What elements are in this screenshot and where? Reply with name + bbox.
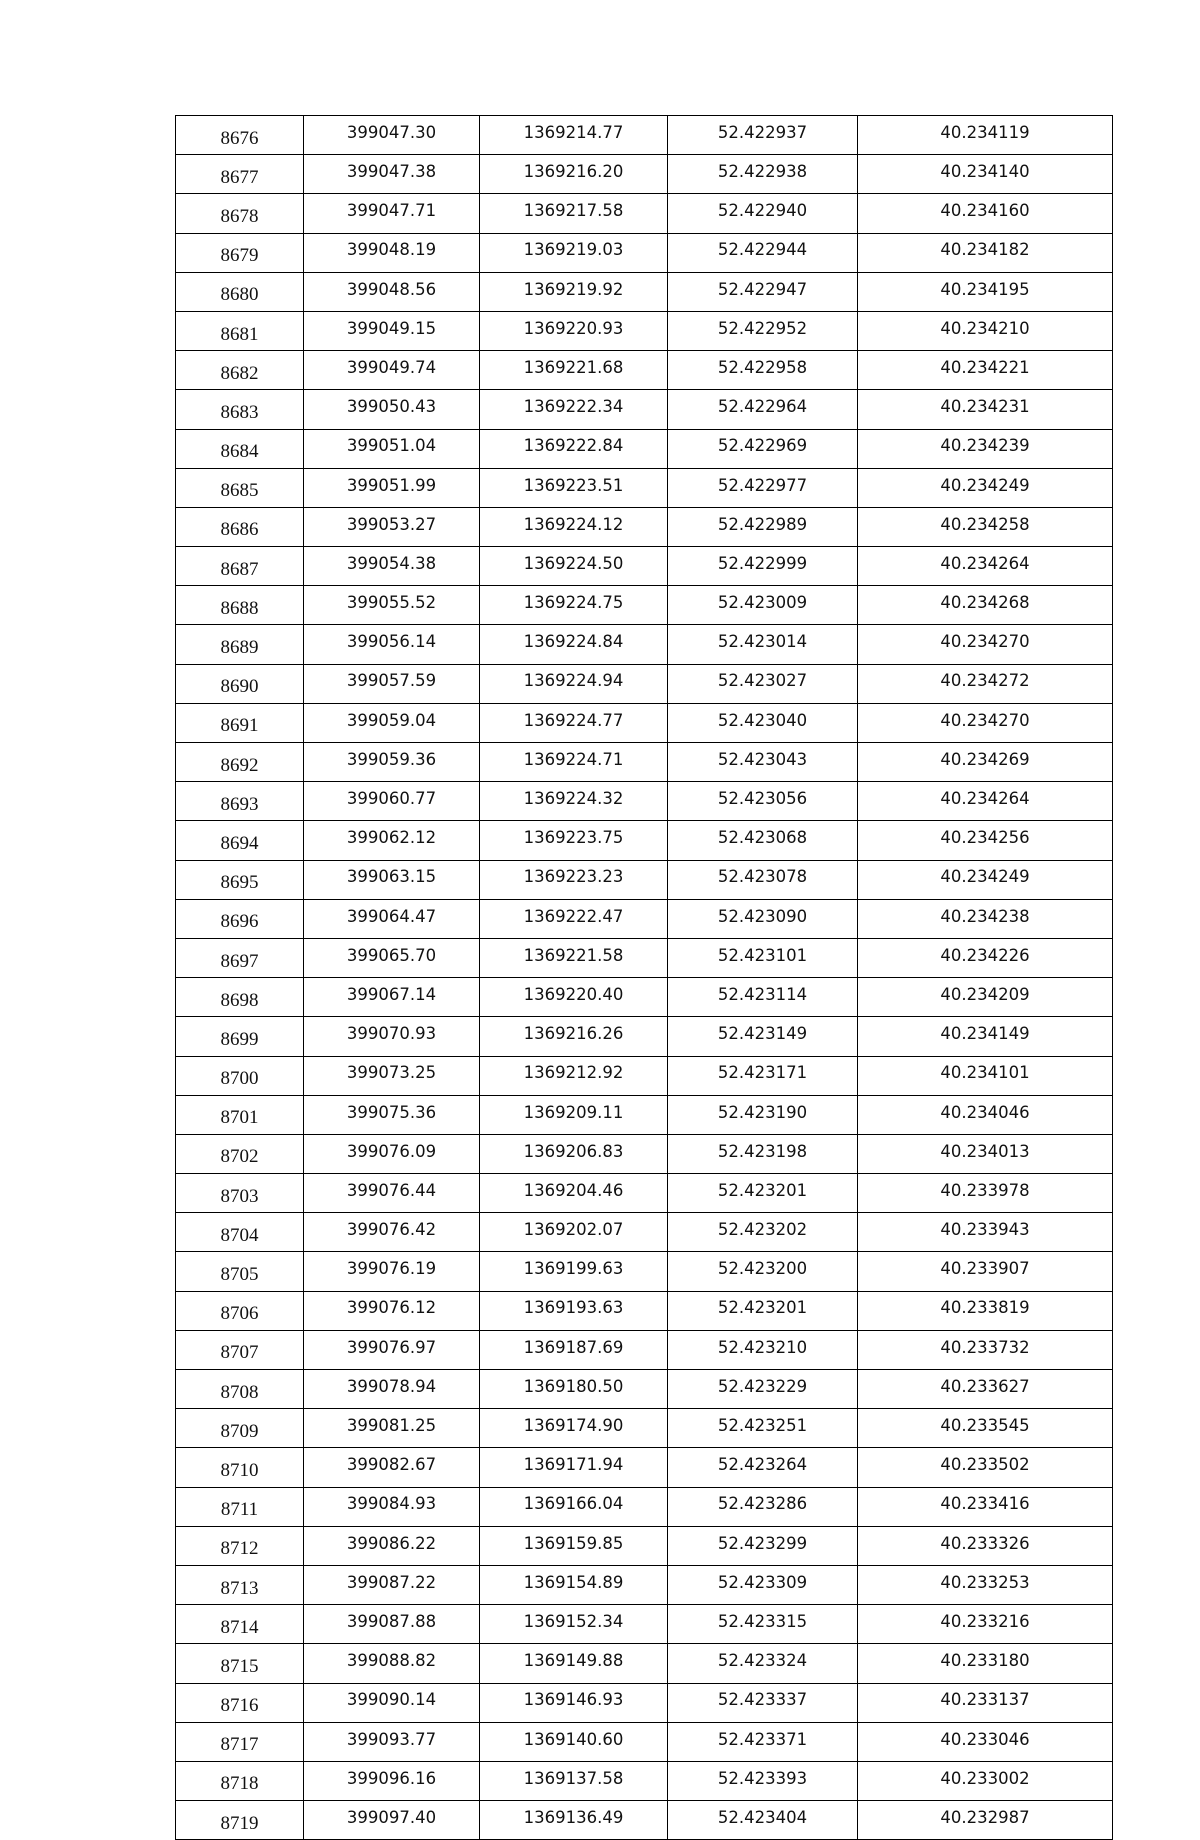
y-coordinate-cell: 1369136.49 — [480, 1801, 668, 1840]
y-coordinate-cell: 1369154.89 — [480, 1565, 668, 1604]
point-number-cell: 8697 — [176, 938, 304, 977]
longitude-cell: 40.233002 — [858, 1761, 1113, 1800]
latitude-cell: 52.422940 — [668, 194, 858, 233]
x-coordinate-cell: 399060.77 — [304, 782, 480, 821]
x-coordinate-cell: 399050.43 — [304, 390, 480, 429]
latitude-cell: 52.423114 — [668, 978, 858, 1017]
point-number-cell: 8682 — [176, 351, 304, 390]
y-coordinate-cell: 1369222.47 — [480, 899, 668, 938]
longitude-cell: 40.234226 — [858, 938, 1113, 977]
x-coordinate-cell: 399076.09 — [304, 1134, 480, 1173]
point-number-cell: 8691 — [176, 703, 304, 742]
point-number-cell: 8719 — [176, 1801, 304, 1840]
y-coordinate-cell: 1369220.93 — [480, 311, 668, 350]
y-coordinate-cell: 1369224.12 — [480, 507, 668, 546]
longitude-cell: 40.233326 — [858, 1526, 1113, 1565]
latitude-cell: 52.423040 — [668, 703, 858, 742]
table-row — [176, 1409, 1113, 1448]
x-coordinate-cell: 399067.14 — [304, 978, 480, 1017]
latitude-cell: 52.423200 — [668, 1252, 858, 1291]
point-number-cell: 8704 — [176, 1213, 304, 1252]
x-coordinate-cell: 399075.36 — [304, 1095, 480, 1134]
y-coordinate-cell: 1369224.84 — [480, 625, 668, 664]
y-coordinate-cell: 1369216.26 — [480, 1017, 668, 1056]
x-coordinate-cell: 399047.38 — [304, 155, 480, 194]
table-row — [176, 468, 1113, 507]
latitude-cell: 52.423393 — [668, 1761, 858, 1800]
latitude-cell: 52.423264 — [668, 1448, 858, 1487]
x-coordinate-cell: 399084.93 — [304, 1487, 480, 1526]
latitude-cell: 52.422969 — [668, 429, 858, 468]
table-row — [176, 782, 1113, 821]
point-number-cell: 8718 — [176, 1761, 304, 1800]
point-number-cell: 8700 — [176, 1056, 304, 1095]
x-coordinate-cell: 399076.42 — [304, 1213, 480, 1252]
y-coordinate-cell: 1369180.50 — [480, 1370, 668, 1409]
x-coordinate-cell: 399070.93 — [304, 1017, 480, 1056]
longitude-cell: 40.234182 — [858, 233, 1113, 272]
y-coordinate-cell: 1369187.69 — [480, 1330, 668, 1369]
latitude-cell: 52.423014 — [668, 625, 858, 664]
table-row — [176, 899, 1113, 938]
x-coordinate-cell: 399076.12 — [304, 1291, 480, 1330]
latitude-cell: 52.423201 — [668, 1174, 858, 1213]
table-row — [176, 1722, 1113, 1761]
point-number-cell: 8693 — [176, 782, 304, 821]
x-coordinate-cell: 399090.14 — [304, 1683, 480, 1722]
latitude-cell: 52.423190 — [668, 1095, 858, 1134]
x-coordinate-cell: 399059.36 — [304, 743, 480, 782]
longitude-cell: 40.233137 — [858, 1683, 1113, 1722]
latitude-cell: 52.423315 — [668, 1605, 858, 1644]
table-row — [176, 664, 1113, 703]
longitude-cell: 40.234270 — [858, 625, 1113, 664]
latitude-cell: 52.423090 — [668, 899, 858, 938]
y-coordinate-cell: 1369217.58 — [480, 194, 668, 233]
x-coordinate-cell: 399076.19 — [304, 1252, 480, 1291]
table-row — [176, 1644, 1113, 1683]
point-number-cell: 8680 — [176, 272, 304, 311]
x-coordinate-cell: 399082.67 — [304, 1448, 480, 1487]
y-coordinate-cell: 1369221.68 — [480, 351, 668, 390]
table-row — [176, 116, 1113, 155]
latitude-cell: 52.423171 — [668, 1056, 858, 1095]
y-coordinate-cell: 1369206.83 — [480, 1134, 668, 1173]
longitude-cell: 40.234221 — [858, 351, 1113, 390]
point-number-cell: 8687 — [176, 547, 304, 586]
longitude-cell: 40.234210 — [858, 311, 1113, 350]
x-coordinate-cell: 399073.25 — [304, 1056, 480, 1095]
latitude-cell: 52.423299 — [668, 1526, 858, 1565]
latitude-cell: 52.422952 — [668, 311, 858, 350]
point-number-cell: 8677 — [176, 155, 304, 194]
latitude-cell: 52.422944 — [668, 233, 858, 272]
y-coordinate-cell: 1369224.71 — [480, 743, 668, 782]
x-coordinate-cell: 399064.47 — [304, 899, 480, 938]
y-coordinate-cell: 1369193.63 — [480, 1291, 668, 1330]
y-coordinate-cell: 1369174.90 — [480, 1409, 668, 1448]
point-number-cell: 8698 — [176, 978, 304, 1017]
x-coordinate-cell: 399049.15 — [304, 311, 480, 350]
y-coordinate-cell: 1369159.85 — [480, 1526, 668, 1565]
x-coordinate-cell: 399087.22 — [304, 1565, 480, 1604]
x-coordinate-cell: 399053.27 — [304, 507, 480, 546]
longitude-cell: 40.234258 — [858, 507, 1113, 546]
x-coordinate-cell: 399065.70 — [304, 938, 480, 977]
longitude-cell: 40.234101 — [858, 1056, 1113, 1095]
table-row — [176, 390, 1113, 429]
longitude-cell: 40.233907 — [858, 1252, 1113, 1291]
x-coordinate-cell: 399097.40 — [304, 1801, 480, 1840]
latitude-cell: 52.423068 — [668, 821, 858, 860]
table-row — [176, 1761, 1113, 1800]
latitude-cell: 52.423043 — [668, 743, 858, 782]
longitude-cell: 40.233046 — [858, 1722, 1113, 1761]
table-row — [176, 1683, 1113, 1722]
table-row — [176, 1134, 1113, 1173]
x-coordinate-cell: 399047.30 — [304, 116, 480, 155]
longitude-cell: 40.234249 — [858, 860, 1113, 899]
table-row — [176, 1213, 1113, 1252]
point-number-cell: 8676 — [176, 116, 304, 155]
point-number-cell: 8690 — [176, 664, 304, 703]
table-row — [176, 625, 1113, 664]
point-number-cell: 8717 — [176, 1722, 304, 1761]
y-coordinate-cell: 1369204.46 — [480, 1174, 668, 1213]
latitude-cell: 52.423251 — [668, 1409, 858, 1448]
y-coordinate-cell: 1369221.58 — [480, 938, 668, 977]
table-row — [176, 1370, 1113, 1409]
table-row — [176, 1330, 1113, 1369]
longitude-cell: 40.234268 — [858, 586, 1113, 625]
x-coordinate-cell: 399054.38 — [304, 547, 480, 586]
y-coordinate-cell: 1369224.50 — [480, 547, 668, 586]
latitude-cell: 52.423337 — [668, 1683, 858, 1722]
latitude-cell: 52.423229 — [668, 1370, 858, 1409]
latitude-cell: 52.422999 — [668, 547, 858, 586]
table-row — [176, 194, 1113, 233]
table-row — [176, 938, 1113, 977]
y-coordinate-cell: 1369222.84 — [480, 429, 668, 468]
table-row — [176, 1252, 1113, 1291]
table-row — [176, 586, 1113, 625]
y-coordinate-cell: 1369152.34 — [480, 1605, 668, 1644]
x-coordinate-cell: 399055.52 — [304, 586, 480, 625]
y-coordinate-cell: 1369209.11 — [480, 1095, 668, 1134]
point-number-cell: 8679 — [176, 233, 304, 272]
longitude-cell: 40.234013 — [858, 1134, 1113, 1173]
table-row — [176, 860, 1113, 899]
point-number-cell: 8701 — [176, 1095, 304, 1134]
x-coordinate-cell: 399048.56 — [304, 272, 480, 311]
y-coordinate-cell: 1369224.77 — [480, 703, 668, 742]
y-coordinate-cell: 1369223.23 — [480, 860, 668, 899]
table-row — [176, 1565, 1113, 1604]
y-coordinate-cell: 1369220.40 — [480, 978, 668, 1017]
x-coordinate-cell: 399057.59 — [304, 664, 480, 703]
table-row — [176, 351, 1113, 390]
point-number-cell: 8696 — [176, 899, 304, 938]
y-coordinate-cell: 1369137.58 — [480, 1761, 668, 1800]
longitude-cell: 40.234046 — [858, 1095, 1113, 1134]
point-number-cell: 8681 — [176, 311, 304, 350]
latitude-cell: 52.423149 — [668, 1017, 858, 1056]
table-row — [176, 1526, 1113, 1565]
table-row — [176, 743, 1113, 782]
x-coordinate-cell: 399096.16 — [304, 1761, 480, 1800]
point-number-cell: 8706 — [176, 1291, 304, 1330]
x-coordinate-cell: 399081.25 — [304, 1409, 480, 1448]
latitude-cell: 52.422958 — [668, 351, 858, 390]
point-number-cell: 8716 — [176, 1683, 304, 1722]
table-row — [176, 1487, 1113, 1526]
point-number-cell: 8685 — [176, 468, 304, 507]
y-coordinate-cell: 1369224.94 — [480, 664, 668, 703]
point-number-cell: 8699 — [176, 1017, 304, 1056]
point-number-cell: 8695 — [176, 860, 304, 899]
x-coordinate-cell: 399076.44 — [304, 1174, 480, 1213]
latitude-cell: 52.423198 — [668, 1134, 858, 1173]
x-coordinate-cell: 399047.71 — [304, 194, 480, 233]
table-row — [176, 311, 1113, 350]
longitude-cell: 40.233819 — [858, 1291, 1113, 1330]
point-number-cell: 8702 — [176, 1134, 304, 1173]
longitude-cell: 40.233732 — [858, 1330, 1113, 1369]
x-coordinate-cell: 399087.88 — [304, 1605, 480, 1644]
x-coordinate-cell: 399049.74 — [304, 351, 480, 390]
longitude-cell: 40.234256 — [858, 821, 1113, 860]
latitude-cell: 52.423309 — [668, 1565, 858, 1604]
longitude-cell: 40.233416 — [858, 1487, 1113, 1526]
longitude-cell: 40.233545 — [858, 1409, 1113, 1448]
latitude-cell: 52.422989 — [668, 507, 858, 546]
latitude-cell: 52.422977 — [668, 468, 858, 507]
table-row — [176, 429, 1113, 468]
table-row — [176, 1448, 1113, 1487]
latitude-cell: 52.422938 — [668, 155, 858, 194]
point-number-cell: 8689 — [176, 625, 304, 664]
y-coordinate-cell: 1369223.75 — [480, 821, 668, 860]
point-number-cell: 8711 — [176, 1487, 304, 1526]
y-coordinate-cell: 1369199.63 — [480, 1252, 668, 1291]
y-coordinate-cell: 1369146.93 — [480, 1683, 668, 1722]
table-row — [176, 978, 1113, 1017]
table-row — [176, 1017, 1113, 1056]
longitude-cell: 40.234270 — [858, 703, 1113, 742]
latitude-cell: 52.423404 — [668, 1801, 858, 1840]
longitude-cell: 40.234195 — [858, 272, 1113, 311]
point-number-cell: 8688 — [176, 586, 304, 625]
y-coordinate-cell: 1369224.32 — [480, 782, 668, 821]
longitude-cell: 40.234149 — [858, 1017, 1113, 1056]
y-coordinate-cell: 1369214.77 — [480, 116, 668, 155]
y-coordinate-cell: 1369166.04 — [480, 1487, 668, 1526]
longitude-cell: 40.234238 — [858, 899, 1113, 938]
longitude-cell: 40.234269 — [858, 743, 1113, 782]
longitude-cell: 40.233627 — [858, 1370, 1113, 1409]
latitude-cell: 52.423286 — [668, 1487, 858, 1526]
latitude-cell: 52.423210 — [668, 1330, 858, 1369]
longitude-cell: 40.233216 — [858, 1605, 1113, 1644]
longitude-cell: 40.234239 — [858, 429, 1113, 468]
y-coordinate-cell: 1369140.60 — [480, 1722, 668, 1761]
latitude-cell: 52.423027 — [668, 664, 858, 703]
table-row — [176, 1605, 1113, 1644]
x-coordinate-cell: 399076.97 — [304, 1330, 480, 1369]
point-number-cell: 8715 — [176, 1644, 304, 1683]
point-number-cell: 8714 — [176, 1605, 304, 1644]
y-coordinate-cell: 1369219.03 — [480, 233, 668, 272]
table-row — [176, 821, 1113, 860]
latitude-cell: 52.423371 — [668, 1722, 858, 1761]
table-row — [176, 1095, 1113, 1134]
x-coordinate-cell: 399048.19 — [304, 233, 480, 272]
x-coordinate-cell: 399078.94 — [304, 1370, 480, 1409]
longitude-cell: 40.234272 — [858, 664, 1113, 703]
point-number-cell: 8692 — [176, 743, 304, 782]
point-number-cell: 8678 — [176, 194, 304, 233]
point-number-cell: 8708 — [176, 1370, 304, 1409]
point-number-cell: 8694 — [176, 821, 304, 860]
longitude-cell: 40.234264 — [858, 782, 1113, 821]
latitude-cell: 52.423078 — [668, 860, 858, 899]
point-number-cell: 8709 — [176, 1409, 304, 1448]
point-number-cell: 8710 — [176, 1448, 304, 1487]
x-coordinate-cell: 399088.82 — [304, 1644, 480, 1683]
coordinates-table-body — [176, 116, 1113, 1840]
point-number-cell: 8703 — [176, 1174, 304, 1213]
point-number-cell: 8707 — [176, 1330, 304, 1369]
table-row — [176, 507, 1113, 546]
latitude-cell: 52.422964 — [668, 390, 858, 429]
longitude-cell: 40.233502 — [858, 1448, 1113, 1487]
longitude-cell: 40.233978 — [858, 1174, 1113, 1213]
longitude-cell: 40.234231 — [858, 390, 1113, 429]
longitude-cell: 40.234209 — [858, 978, 1113, 1017]
table-row — [176, 1174, 1113, 1213]
x-coordinate-cell: 399056.14 — [304, 625, 480, 664]
longitude-cell: 40.233253 — [858, 1565, 1113, 1604]
x-coordinate-cell: 399051.04 — [304, 429, 480, 468]
y-coordinate-cell: 1369202.07 — [480, 1213, 668, 1252]
longitude-cell: 40.234140 — [858, 155, 1113, 194]
point-number-cell: 8684 — [176, 429, 304, 468]
point-number-cell: 8713 — [176, 1565, 304, 1604]
table-row — [176, 1801, 1113, 1840]
x-coordinate-cell: 399051.99 — [304, 468, 480, 507]
x-coordinate-cell: 399062.12 — [304, 821, 480, 860]
longitude-cell: 40.233943 — [858, 1213, 1113, 1252]
latitude-cell: 52.423202 — [668, 1213, 858, 1252]
table-row — [176, 233, 1113, 272]
table-row — [176, 703, 1113, 742]
y-coordinate-cell: 1369216.20 — [480, 155, 668, 194]
coordinates-table — [175, 115, 1113, 1840]
latitude-cell: 52.423201 — [668, 1291, 858, 1330]
latitude-cell: 52.423009 — [668, 586, 858, 625]
longitude-cell: 40.234249 — [858, 468, 1113, 507]
y-coordinate-cell: 1369212.92 — [480, 1056, 668, 1095]
x-coordinate-cell: 399059.04 — [304, 703, 480, 742]
y-coordinate-cell: 1369223.51 — [480, 468, 668, 507]
y-coordinate-cell: 1369224.75 — [480, 586, 668, 625]
latitude-cell: 52.423056 — [668, 782, 858, 821]
latitude-cell: 52.423324 — [668, 1644, 858, 1683]
table-row — [176, 155, 1113, 194]
x-coordinate-cell: 399093.77 — [304, 1722, 480, 1761]
point-number-cell: 8705 — [176, 1252, 304, 1291]
longitude-cell: 40.234264 — [858, 547, 1113, 586]
y-coordinate-cell: 1369171.94 — [480, 1448, 668, 1487]
y-coordinate-cell: 1369149.88 — [480, 1644, 668, 1683]
point-number-cell: 8683 — [176, 390, 304, 429]
point-number-cell: 8686 — [176, 507, 304, 546]
table-row — [176, 1056, 1113, 1095]
y-coordinate-cell: 1369219.92 — [480, 272, 668, 311]
longitude-cell: 40.232987 — [858, 1801, 1113, 1840]
x-coordinate-cell: 399086.22 — [304, 1526, 480, 1565]
longitude-cell: 40.234119 — [858, 116, 1113, 155]
table-row — [176, 1291, 1113, 1330]
latitude-cell: 52.422937 — [668, 116, 858, 155]
x-coordinate-cell: 399063.15 — [304, 860, 480, 899]
table-row — [176, 547, 1113, 586]
point-number-cell: 8712 — [176, 1526, 304, 1565]
longitude-cell: 40.233180 — [858, 1644, 1113, 1683]
table-row — [176, 272, 1113, 311]
longitude-cell: 40.234160 — [858, 194, 1113, 233]
y-coordinate-cell: 1369222.34 — [480, 390, 668, 429]
latitude-cell: 52.423101 — [668, 938, 858, 977]
latitude-cell: 52.422947 — [668, 272, 858, 311]
